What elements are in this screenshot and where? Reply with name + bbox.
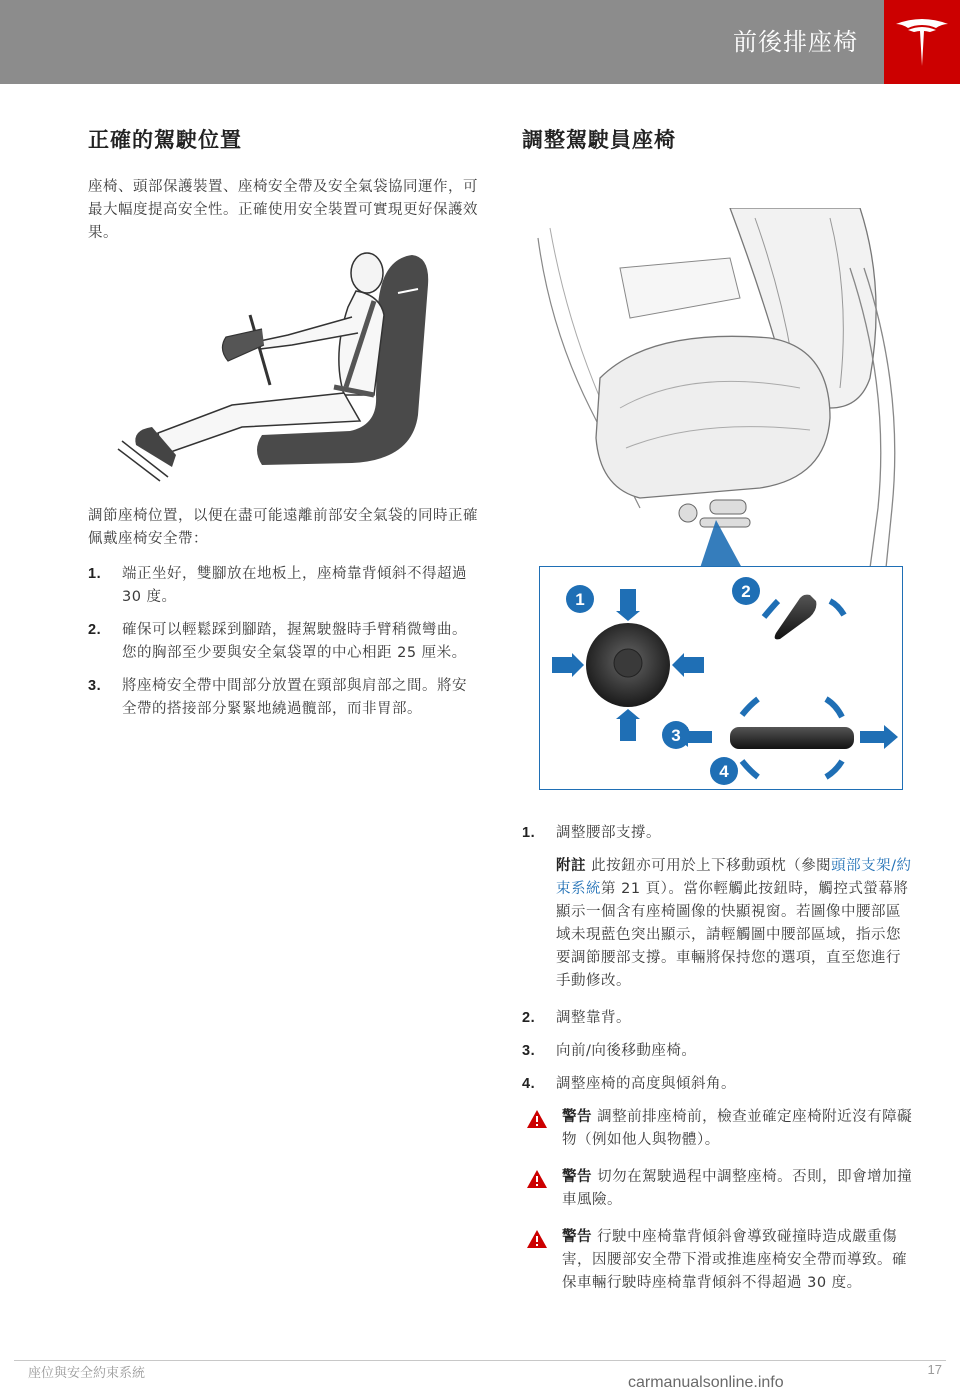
brand-logo (884, 0, 960, 84)
seat-adjust-steps-list (522, 822, 914, 845)
list-item: 4. 調整座椅的高度與傾斜角。 (522, 1076, 736, 1092)
seat-adjust-steps-list-continued (522, 1007, 914, 1096)
list-item: 2. 調整靠背。 (522, 1010, 631, 1026)
posture-steps-list (88, 563, 480, 721)
list-item: 1. 調整腰部支撐。 (522, 825, 661, 841)
warning-icon (526, 1109, 548, 1129)
diagram-label-3: 3 (671, 726, 681, 745)
intro-paragraph: 座椅、頭部保護裝置、座椅安全帶及安全氣袋協同運作，可最大幅度提高安全性。正確使用安全裝置可實現更好保護效果。 (88, 179, 478, 241)
list-item: 1. 端正坐好，雙腳放在地板上，座椅靠背傾斜不得超過 30 度。 (88, 566, 467, 605)
list-item: 3. 將座椅安全帶中間部分放置在頸部與肩部之間。將安全帶的搭接部分緊緊地繞過髖部，而非胃部。 (88, 678, 467, 717)
warning-block: 警告 切勿在駕駛過程中調整座椅。否則，即會增加撞車風險。 (522, 1166, 914, 1212)
section-heading-adjust-seat: 調整駕駛員座椅 (522, 128, 676, 152)
diagram-label-4: 4 (719, 762, 729, 781)
diagram-label-2: 2 (741, 582, 751, 601)
lumbar-note: 附註 此按鈕亦可用於上下移動頭枕（參閱頭部支架/約束系統第 21 頁）。當你輕觸此按鈕時，觸控式螢幕將顯示一個含有座椅圖像的快顯視窗。若圖像中腰部區域未現藍色突出顯示，請輕觸圖中腰部區域，指示您要調節腰部支撐。車輛將保持您的選項，直至您進行手動修改。 (556, 858, 912, 989)
diagram-label-1: 1 (575, 590, 585, 609)
left-instructions (88, 505, 480, 731)
note-label: 附註 (556, 858, 586, 874)
list-item: 2. 確保可以輕鬆踩到腳踏，握駕駛盤時手臂稍微彎曲。您的胸部至少要與安全氣袋罩的中心相距 25 厘米。 (88, 622, 467, 661)
page-number: 17 (927, 1362, 942, 1377)
footer-section-name: 座位與安全約束系統 (28, 1366, 146, 1381)
seat-controls-diagram (539, 566, 903, 790)
left-column (88, 124, 480, 245)
section-heading-driving-position: 正確的駕駛位置 (88, 128, 242, 152)
driver-posture-illustration (112, 245, 440, 485)
headrest-link[interactable]: 頭部支架/約束系統 (556, 858, 912, 897)
warning-block: 警告 調整前排座椅前，檢查並確定座椅附近沒有障礙物（例如他人與物體）。 (522, 1106, 914, 1152)
seat-controls-diagram-graphic (540, 567, 902, 789)
warning-icon (526, 1229, 548, 1249)
header-bar (0, 0, 884, 84)
tesla-logo-icon (892, 12, 952, 72)
list-item: 3. 向前/向後移動座椅。 (522, 1043, 697, 1059)
watermark: carmanualsonline.info (628, 1374, 784, 1391)
page-section-title: 前後排座椅 (733, 28, 858, 56)
instruction-paragraph: 調節座椅位置，以便在盡可能遠離前部安全氣袋的同時正確佩戴座椅安全帶： (88, 508, 478, 547)
warning-block: 警告 行駛中座椅靠背傾斜會導致碰撞時造成嚴重傷害，因腰部安全帶下滑或推進座椅安全帶而導致。確保車輛行駛時座椅靠背傾斜不得超過 30 度。 (522, 1226, 914, 1295)
warning-icon (526, 1169, 548, 1189)
seat-controls-illustration (530, 208, 906, 568)
right-instructions (522, 822, 914, 1309)
right-column-heading (522, 124, 914, 176)
footer-divider (14, 1360, 946, 1361)
